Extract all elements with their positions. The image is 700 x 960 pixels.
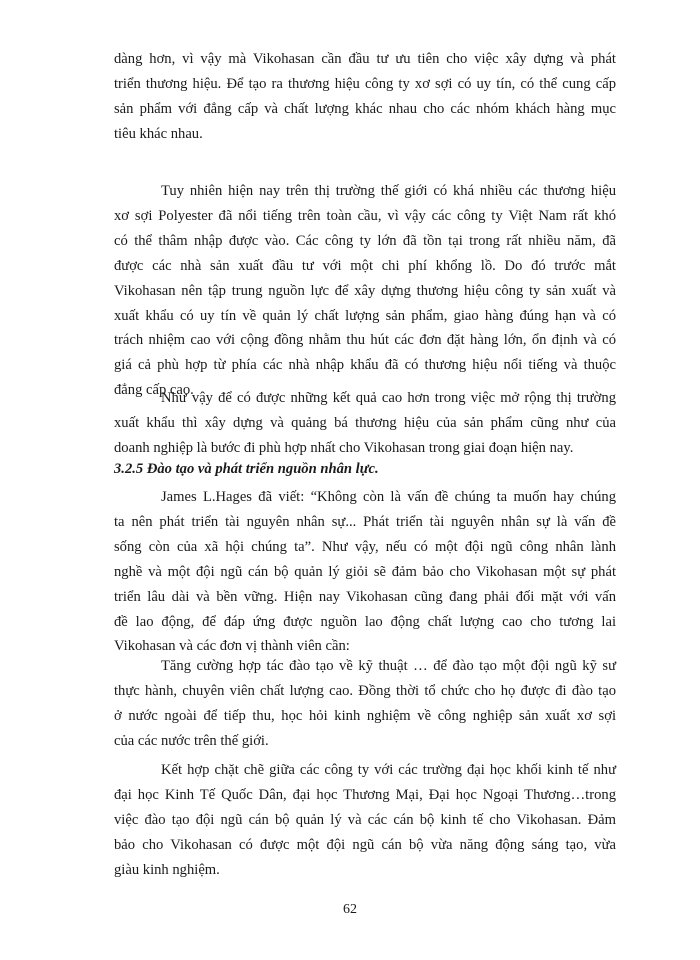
text-line: có thể thâm nhập được vào. Các công ty lớn đã tồn tại trong rất nhiều năm, đã [114,232,616,249]
text-line: Vikohasan và các đơn vị thành viên cần: [114,638,350,655]
text-line: sản phẩm với đẳng cấp và chất lượng khác nhau cho các nhóm khách hàng mục [114,100,616,117]
paragraph-polyester-brands [114,179,616,403]
text-line: Như vậy để có được những kết quả cao hơn trong việc mở rộng thị trường [161,390,616,406]
text-line: triển thương hiệu. Để tạo ra thương hiệu công ty xơ sợi có uy tín, có thể cung cấp [114,75,616,92]
text-line: xơ sợi Polyester đã nổi tiếng trên toàn cầu, vì vậy các công ty Việt Nam rất khó [114,207,616,224]
paragraph-university-cooperation [114,758,616,883]
text-line: của các nước trên thế giới. [114,732,269,749]
text-line: Tăng cường hợp tác đào tạo về kỹ thuật … để đào tạo một đội ngũ kỹ sư [161,658,616,674]
text-line: ở nước ngoài để tiếp thu, học hỏi kinh nghiệm về công nghiệp sản xuất xơ sợi [114,707,616,724]
text-line: doanh nghiệp là bước đi phù hợp nhất cho Vikohasan trong giai đoạn hiện nay. [114,439,574,456]
paragraph-branding-intro [114,47,616,147]
text-line: giàu kinh nghiệm. [114,861,220,878]
text-line: xuất khẩu có uy tín về quản lý chất lượng sản phẩm, giao hàng đúng hạn và có [114,307,616,324]
text-line: đại học Kinh Tế Quốc Dân, đại học Thương Mại, Đại học Ngoại Thương…trong [114,786,616,803]
text-line: Kết hợp chặt chẽ giữa các công ty với các trường đại học khối kinh tế như [161,762,616,778]
text-line: triển lâu dài và bền vững. Hiện nay Vikohasan cũng đang phải đối mặt với vấn [114,588,616,605]
section-heading: 3.2.5 Đào tạo và phát triển nguồn nhân lực. [114,461,379,477]
text-line: bảo cho Vikohasan có được một đội ngũ cán bộ vừa năng động sáng tạo, vừa [114,836,616,853]
text-line: đề lao động, để đáp ứng được nguồn lao động chất lượng cao cho tương lai [114,613,616,630]
text-line: nghề và một đội ngũ cán bộ quản lý giỏi sẽ đảm bảo cho Vikohasan một sự phát [114,563,616,580]
page-number: 62 [343,902,357,917]
text-line: xuất khẩu thì xây dựng và quảng bá thương hiệu của sản phẩm cũng như của [114,414,616,431]
text-line: ta nên phát triển tài nguyên nhân sự... Phát triển tài nguyên nhân sự là vấn đề [114,513,616,530]
paragraph-hr-quote [114,485,616,659]
text-line: giá cả phù hợp từ phía các nhà nhập khẩu đã có thương hiệu nổi tiếng và thuộc [114,357,616,374]
text-line: trách nhiệm cao với cộng đồng nhằm thu hút các đơn đặt hàng lớn, ổn định và có [114,332,616,349]
text-line: việc đào tạo đội ngũ cán bộ quản lý và các cán bộ kinh tế cho Vikohasan. Đảm [114,811,616,828]
text-line: sống còn của xã hội chúng ta”. Như vậy, nếu có một đội ngũ công nhân lành [114,538,616,555]
text-line: được các nhà sản xuất đầu tư với một chi phí khổng lồ. Do đó trước mắt [114,257,616,274]
text-line: James L.Hages đã viết: “Không còn là vấn đề chúng ta muốn hay chúng [161,489,616,505]
text-line: dàng hơn, vì vậy mà Vikohasan cần đầu tư ưu tiên cho việc xây dựng và phát [114,51,616,67]
text-line: Vikohasan nên tập trung nguồn lực để xây dựng thương hiệu công ty sản xuất và [114,282,616,299]
text-line: tiêu khác nhau. [114,125,203,142]
text-line: đẳng cấp cao. [114,382,194,399]
text-line: thực hành, chuyên viên chất lượng cao. Đồng thời tổ chức cho họ được đi đào tạo [114,682,616,699]
paragraph-export-conclusion [114,386,616,461]
text-line: Tuy nhiên hiện nay trên thị trường thế giới có khá nhiều các thương hiệu [161,183,616,199]
paragraph-technical-training [114,654,616,754]
